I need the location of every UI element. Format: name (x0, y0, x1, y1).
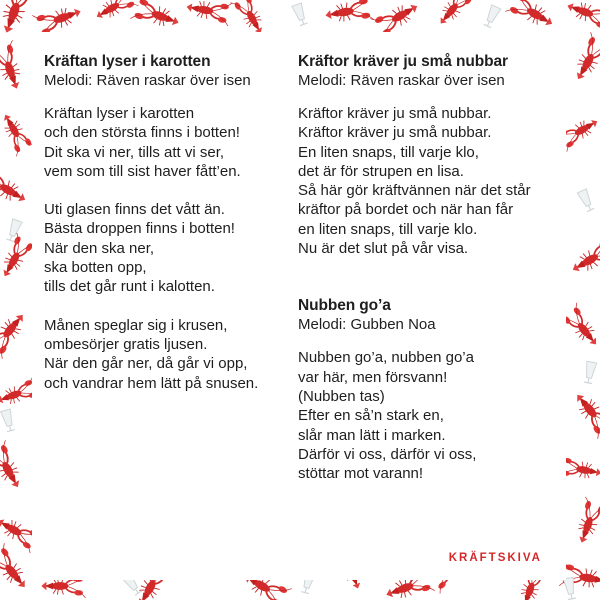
lyric-line: Uti glasen finns det vått än. (44, 201, 225, 219)
lyric-line: slår man lätt i marken. (298, 426, 446, 444)
song (298, 296, 560, 483)
snaps-glass-icon (577, 189, 596, 384)
lyric-line: stöttar mot varann! (298, 465, 424, 483)
lyric-line: det är för strupen en lisa. (298, 162, 464, 180)
brand-label: KRÄFTSKIVA (448, 552, 542, 564)
lyric-line: Nubben go’a, nubben go’a (298, 349, 474, 367)
stanza (44, 316, 306, 393)
lyric-line: När den ska ner, (44, 239, 155, 257)
lyric-line: Så här gör kräftvännen när det står (298, 182, 531, 200)
lyric-line: (Nubben tas) (298, 387, 385, 405)
lyric-line: När den går ner, då går vi opp, (44, 355, 248, 373)
song-title: Kräftan lyser i karotten (44, 53, 211, 70)
lyric-line: kräftor på bordet och när han får (298, 201, 514, 219)
lyric-line: Kräftor kräver ju små nubbar. (298, 105, 492, 122)
song-melody: Melodi: Gubben Noa (298, 316, 436, 334)
stanza (298, 104, 560, 258)
lyric-line: Därför vi oss, därför vi oss, (298, 445, 477, 463)
lyric-line: tills det går runt i kalotten. (44, 278, 215, 296)
song (44, 52, 306, 393)
lyric-line: Kräftor kräver ju små nubbar. (298, 124, 492, 142)
stanza (44, 200, 306, 296)
song (298, 52, 560, 258)
lyric-line: en liten snaps, till varje klo. (298, 220, 478, 238)
song-melody: Melodi: Räven raskar över isen (44, 72, 251, 89)
lyric-line: Bästa droppen finns i botten! (44, 220, 235, 238)
lyric-line: ombesörjer gratis ljusen. (44, 335, 208, 353)
lyric-line: Nu är det slut på vår visa. (298, 240, 469, 258)
lyric-line: vem som till sist haver fått’en. (44, 162, 241, 180)
lyric-line: ska botten opp, (44, 259, 147, 277)
lyric-line: En liten snaps, till varje klo, (298, 143, 479, 161)
stanza (44, 104, 306, 181)
lyric-line: Dit ska vi ner, tills att vi ser, (44, 143, 225, 161)
lyric-line: Kräftan lyser i karotten (44, 105, 195, 122)
lyric-line: Månen speglar sig i krusen, (44, 316, 228, 334)
stanza (298, 348, 560, 483)
lyric-line: Efter en så’n stark en, (298, 407, 444, 425)
song-column-right (298, 52, 560, 502)
song-melody: Melodi: Räven raskar över isen (298, 72, 505, 89)
lyric-line: var här, men försvann! (298, 368, 448, 386)
lyric-line: och vandrar hem lätt på snusen. (44, 374, 259, 392)
lyric-line: och den största finns i botten! (44, 124, 240, 142)
song-title: Nubben go’a (298, 297, 391, 315)
song-column-left (44, 52, 306, 412)
song-title: Kräftor kräver ju små nubbar (298, 53, 508, 70)
song-sheet (32, 32, 566, 580)
